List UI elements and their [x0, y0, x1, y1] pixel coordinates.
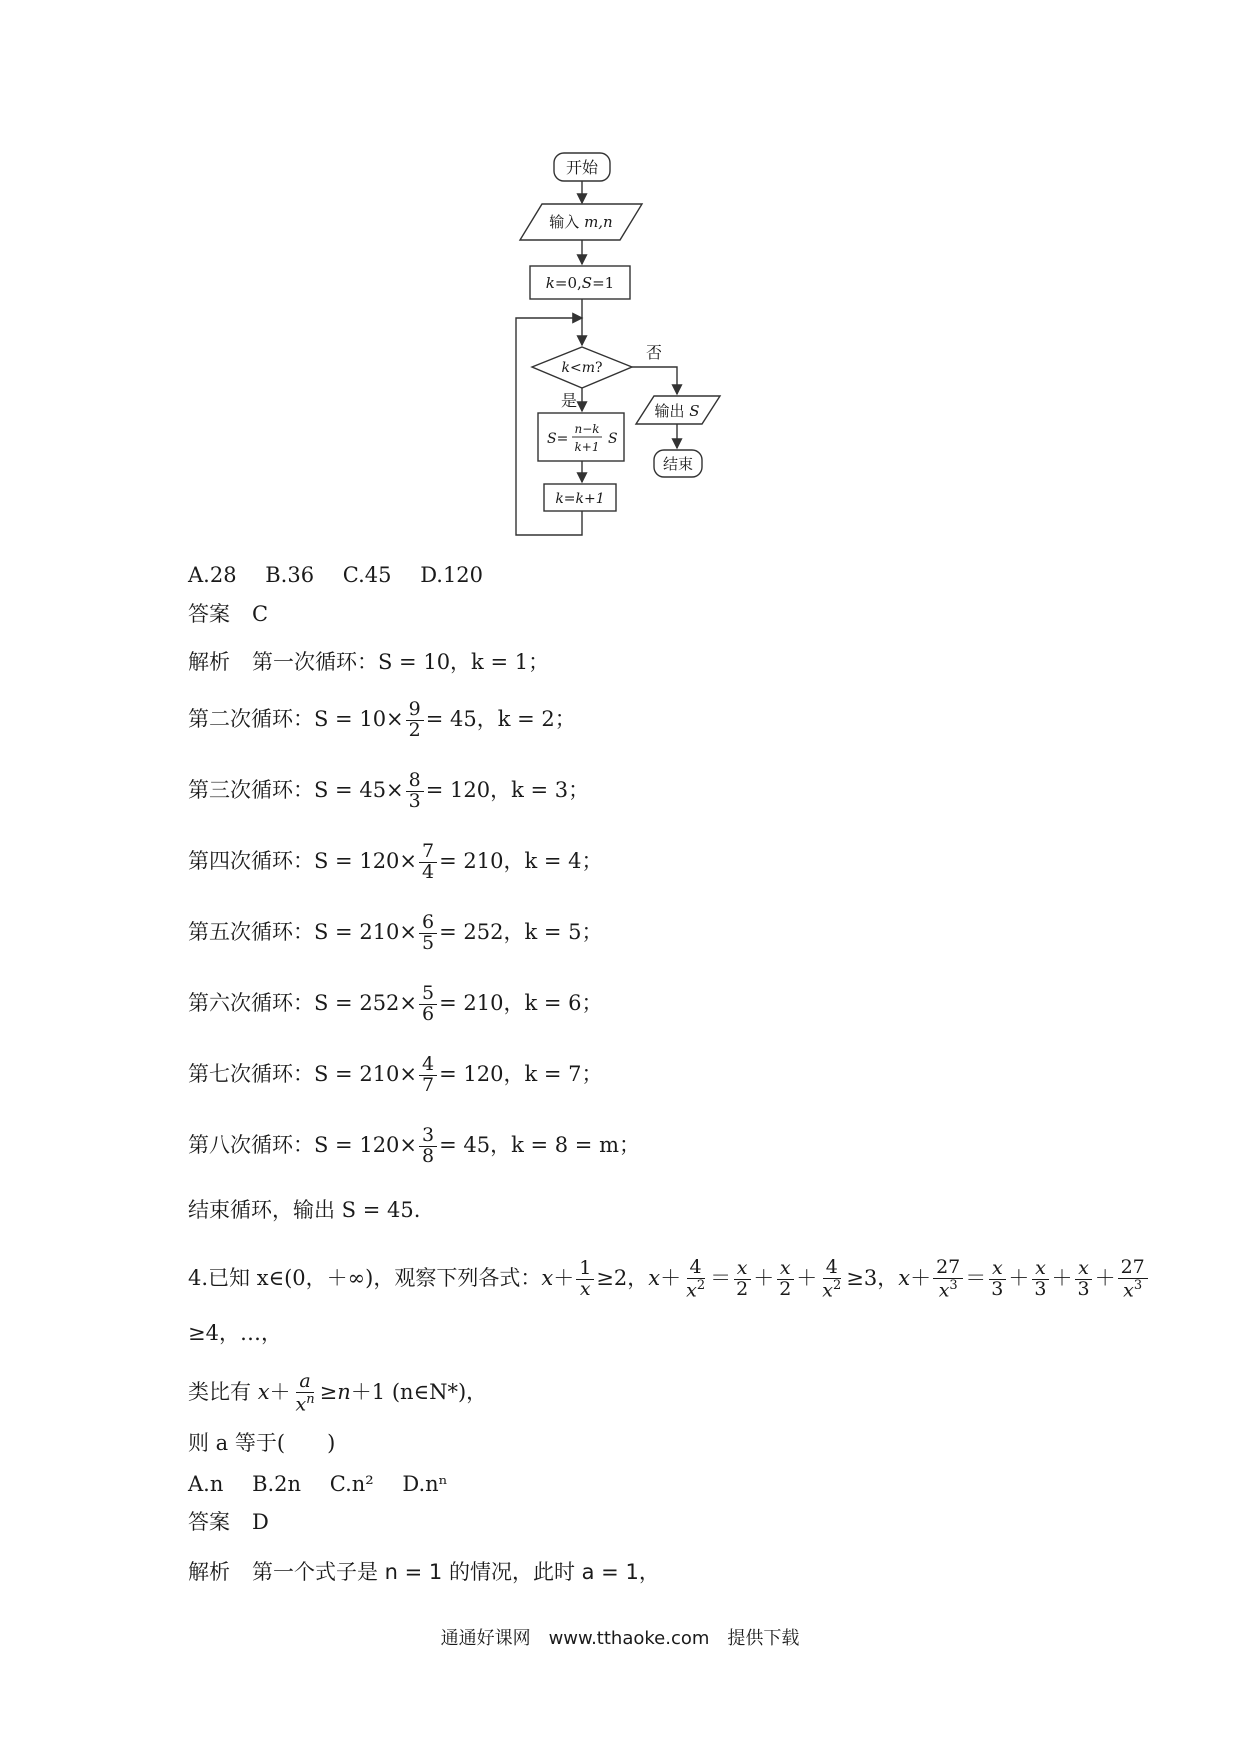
loop-expr-suffix: = 210，k = 4；	[439, 848, 603, 873]
q4-stem-intro: 4.已知 x∈(0，＋∞)，观察下列各式：	[188, 1266, 542, 1291]
q4-answer	[188, 1512, 269, 1533]
q3-loop-8	[188, 1126, 640, 1167]
q3-loop-5	[188, 913, 603, 954]
flow-assign-num: n−k	[574, 422, 600, 436]
loop-expr-prefix: S = 120×	[314, 1132, 418, 1157]
q3-loop-3	[188, 771, 589, 812]
loop-expr-suffix: = 210，k = 6；	[439, 990, 603, 1015]
q3-loop-6	[188, 984, 603, 1025]
loop-expr-suffix: = 45，k = 8 = m；	[439, 1132, 640, 1157]
loop-expr-prefix: S = 45×	[314, 777, 404, 802]
q3-answer	[188, 604, 268, 625]
q4-ask-text: 则 a 等于( )	[188, 1431, 336, 1455]
q4-options	[188, 1474, 470, 1495]
q4-analysis-label: 解析	[188, 1560, 230, 1584]
loop-expr-prefix: S = 120×	[314, 848, 418, 873]
flow-yes-label: 是	[561, 391, 578, 410]
flow-output-label: 输出 S	[654, 402, 700, 420]
loop-label: 第一次循环：	[252, 650, 378, 674]
q4-option-b: B.2n	[252, 1472, 302, 1496]
q4-analysis	[188, 1562, 660, 1583]
q4-option-d: D.nⁿ	[402, 1472, 448, 1496]
q4-stem	[188, 1258, 1150, 1301]
q4-answer-value: D	[252, 1510, 269, 1534]
flowchart	[0, 0, 1240, 560]
loop-expr-suffix: = 120，k = 3；	[425, 777, 590, 802]
q3-answer-value: C	[252, 602, 269, 626]
loop-fraction: $\frac{8}{3}$	[406, 771, 424, 812]
loop-expr-prefix: S = 210×	[314, 1061, 418, 1086]
q4-analogy	[188, 1372, 487, 1415]
q3-loop-2	[188, 700, 576, 741]
q3-conclusion-text: 结束循环，输出 S = 45.	[188, 1198, 421, 1222]
loop-expr-suffix: = 45，k = 2；	[425, 706, 576, 731]
loop-fraction: $\frac{3}{8}$	[419, 1126, 437, 1167]
q3-conclusion	[188, 1200, 420, 1221]
flow-assign-tail: S	[608, 431, 618, 447]
loop-fraction: $\frac{4}{7}$	[419, 1055, 437, 1096]
q4-formula-1: x＋ $\frac{1}{x}$ ≥2，	[541, 1257, 649, 1301]
q4-analogy-label: 类比有	[188, 1380, 251, 1405]
loop-label: 第三次循环：	[188, 777, 314, 802]
flow-assign-den: k+1	[574, 440, 600, 454]
q3-loop-4	[188, 842, 603, 883]
q4-formula-2: x＋ $\frac{4}{x^2}$ ＝ $\frac{x}{2}$ ＋ $\frac{x}{2}$ ＋ $\frac{4}{x^2}$ ≥3，	[648, 1256, 899, 1302]
q3-option-a: A.28	[188, 563, 237, 587]
loop-label: 第六次循环：	[188, 990, 314, 1015]
q4-option-a: A.n	[188, 1472, 224, 1496]
q4-formula-3: x＋ $\frac{27}{x^3}$ ＝ $\frac{x}{3}$ ＋ $\frac{x}{3}$ ＋ $\frac{x}{3}$ ＋ $\frac{27}{x^3}$	[898, 1266, 1150, 1290]
flow-end-label: 结束	[662, 455, 694, 473]
loop-expr-prefix: S = 252×	[314, 990, 418, 1015]
q4-stem-cont-text: ≥4，…，	[188, 1321, 282, 1345]
flow-assign-s: S=	[547, 431, 569, 447]
q4-ask	[188, 1433, 335, 1454]
q3-options	[188, 565, 505, 586]
loop-fraction: $\frac{6}{5}$	[419, 913, 437, 954]
loop-fraction: $\frac{7}{4}$	[419, 842, 437, 883]
q4-analogy-tail: (n∈N*)，	[391, 1380, 488, 1405]
flow-start-label: 开始	[565, 158, 599, 177]
q3-answer-label: 答案	[188, 602, 230, 626]
flow-init-label: k=0,S=1	[545, 274, 615, 292]
q4-answer-label: 答案	[188, 1510, 230, 1534]
loop-label: 第四次循环：	[188, 848, 314, 873]
flow-no-label: 否	[646, 343, 663, 362]
loop-expr: S = 10，k = 1；	[378, 650, 550, 674]
q4-option-c: C.n²	[329, 1472, 374, 1496]
loop-label: 第二次循环：	[188, 706, 314, 731]
q3-option-d: D.120	[420, 563, 484, 587]
loop-label: 第七次循环：	[188, 1061, 314, 1086]
flow-input-label: 输入 m,n	[549, 213, 613, 231]
loop-fraction: $\frac{9}{2}$	[406, 700, 424, 741]
loop-fraction: $\frac{5}{6}$	[419, 984, 437, 1025]
q3-option-b: B.36	[265, 563, 315, 587]
q4-analysis-text: 第一个式子是 n = 1 的情况，此时 a = 1，	[252, 1560, 660, 1584]
loop-expr-suffix: = 252，k = 5；	[439, 919, 603, 944]
loop-label: 第五次循环：	[188, 919, 314, 944]
loop-label: 第八次循环：	[188, 1132, 314, 1157]
page-footer: 通通好课网 www.tthaoke.com 提供下载	[440, 1628, 800, 1649]
q3-analysis-label: 解析	[188, 650, 230, 674]
loop-expr-prefix: S = 10×	[314, 706, 404, 731]
q3-analysis-line-1	[188, 652, 549, 673]
loop-expr-suffix: = 120，k = 7；	[439, 1061, 603, 1086]
q4-analogy-formula: x＋ $\frac{a}{x^n}$ ≥n＋1	[257, 1370, 392, 1416]
q3-option-c: C.45	[342, 563, 392, 587]
q3-loop-7	[188, 1055, 603, 1096]
flow-decision-label: k<m?	[561, 360, 603, 376]
flow-incr-label: k=k+1	[555, 491, 605, 507]
q4-stem-cont	[188, 1323, 282, 1344]
loop-expr-prefix: S = 210×	[314, 919, 418, 944]
